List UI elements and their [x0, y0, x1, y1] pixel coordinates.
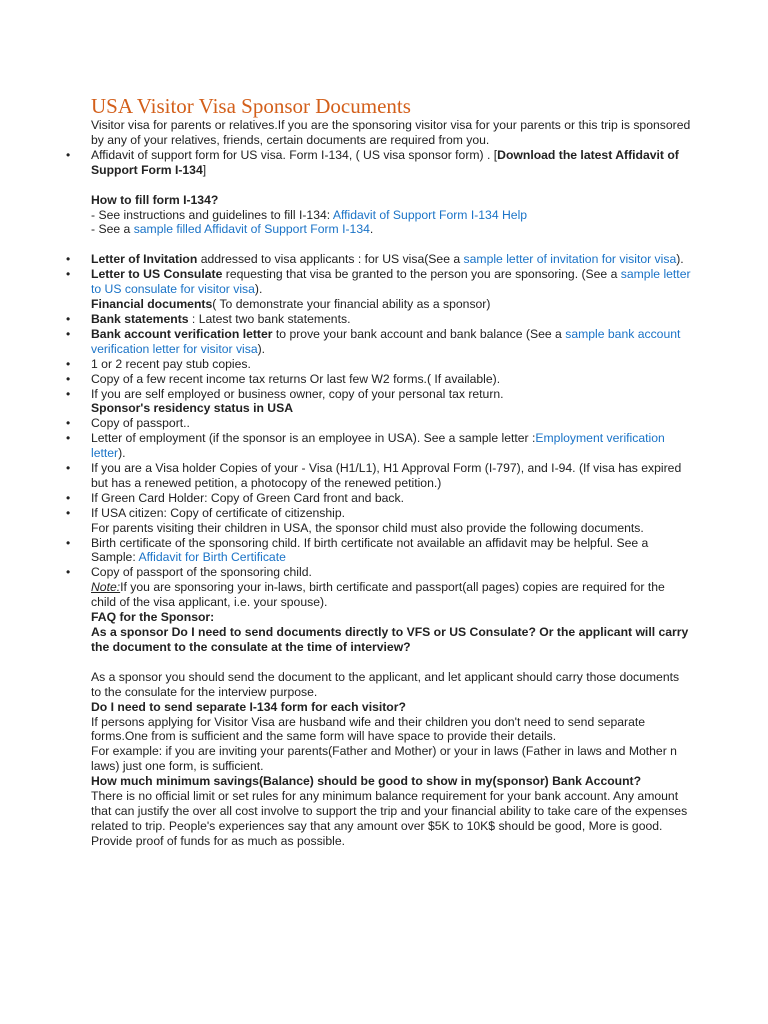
faq-question-1: As a sponsor Do I need to send documents directly to VFS or US Consulate? Or the applicant will carry the document to the consulate at the time of interview? — [91, 625, 689, 654]
list-item-bank-statements: • Bank statements : Latest two bank statements. — [91, 312, 691, 327]
invitation-letter-link[interactable]: sample letter of invitation for visitor visa — [463, 252, 677, 267]
birth-certificate-link[interactable]: Affidavit for Birth Certificate — [138, 550, 286, 565]
employment-letter-link[interactable]: Employment verification letter — [91, 431, 665, 461]
download-affidavit-text: Download the latest Affidavit of Support Form I-134 — [91, 147, 679, 177]
note-paragraph: Note:If you are sponsoring your in-laws, birth certificate and passport(all pages) copies are required for the child of the visa applicant, i.e. your spouse). — [91, 580, 665, 610]
list-item-consulate: • Letter to US Consulate requesting that visa be granted to the person you are sponsoring. (See a sample letter to US consulate for visitor visa). — [91, 267, 691, 297]
bank-verification-link[interactable]: sample bank account verification letter for visitor visa — [91, 326, 681, 356]
faq-question-2: Do I need to send separate I-134 form for each visitor? — [91, 699, 406, 714]
consulate-letter-link[interactable]: sample letter to US consulate for visitor visa — [91, 267, 691, 297]
financial-heading: Financial documents( To demonstrate your financial ability as a sponsor) — [91, 297, 491, 312]
list-item-citizen: • If USA citizen: Copy of certificate of citizenship. — [91, 506, 691, 521]
parents-visiting-text: For parents visiting their children in USA, the sponsor child must also provide the following documents. — [91, 520, 644, 535]
faq-heading: FAQ for the Sponsor: — [91, 610, 215, 625]
fill-heading: How to fill form I-134? — [91, 192, 219, 207]
faq-question-3: How much minimum savings(Balance) should be good to show in my(sponsor) Bank Account? — [91, 774, 642, 789]
list-item-birth-certificate: • Birth certificate of the sponsoring child. If birth certificate not available an affidavit may be helpful. See a Sample: Affidavit for Birth Certificate — [91, 536, 691, 566]
faq-answer-2b: For example: if you are inviting your parents(Father and Mother) or your in laws (Father in laws and Mother n laws) just one form, is sufficient. — [91, 744, 677, 774]
fill-sample-line: - See a sample filled Affidavit of Support Form I-134. — [91, 222, 374, 237]
list-item-green-card: • If Green Card Holder: Copy of Green Card front and back. — [91, 491, 691, 506]
list-item-self-employed: • If you are self employed or business owner, copy of your personal tax return. — [91, 387, 691, 402]
document-page — [91, 94, 691, 849]
faq-answer-2a: If persons applying for Visitor Visa are husband wife and their children you don't need to send separate forms.One from is sufficient and the same form will have space to provide their details. — [91, 714, 646, 744]
list-item-pay-stub: • 1 or 2 recent pay stub copies. — [91, 357, 691, 372]
faq-answer-1: As a sponsor you should send the document to the applicant, and let applicant should carry those documents to the consulate for the interview purpose. — [91, 669, 680, 699]
affidavit-help-link[interactable]: Affidavit of Support Form I-134 Help — [332, 207, 528, 222]
list-item-tax-returns: • Copy of a few recent income tax returns Or last few W2 forms.( If available). — [91, 372, 691, 387]
list-item-passport: • Copy of passport.. — [91, 416, 691, 431]
list-item-affidavit: • Affidavit of support form for US visa. Form I-134, ( US visa sponsor form) . [Download the latest Affidavit of Support Form I-134] — [91, 148, 691, 178]
list-item-passport-child: • Copy of passport of the sponsoring child. — [91, 565, 691, 580]
faq-answer-3: There is no official limit or set rules for any minimum balance requirement for your bank account. Any amount that can justify the over all cost involve to support the trip and your financial ability to take care of the expenses related to trip. People's experiences say that any amount over $5K to 10K$ should be good, More is good. Provide proof of funds for as much as possible. — [91, 789, 688, 848]
intro-paragraph: Visitor visa for parents or relatives.If you are the sponsoring visitor visa for your parents or this trip is sponsored by any of your relatives, friends, certain documents are required from you. — [91, 118, 691, 147]
page-title: USA Visitor Visa Sponsor Documents — [91, 94, 411, 118]
list-item-visa-holder: • If you are a Visa holder Copies of your - Visa (H1/L1), H1 Approval Form (I-797), and I-94. (If visa has expired but has a renewed petition, a photocopy of the renewed petition.) — [91, 461, 691, 491]
fill-instructions-line: - See instructions and guidelines to fill I-134: Affidavit of Support Form I-134 Help — [91, 207, 528, 222]
list-item-invitation: • Letter of Invitation addressed to visa applicants : for US visa(See a sample letter of invitation for visitor visa). — [91, 252, 691, 267]
list-item-employment: • Letter of employment (if the sponsor is an employee in USA). See a sample letter :Employment verification letter). — [91, 431, 691, 461]
residency-heading: Sponsor's residency status in USA — [91, 401, 294, 416]
sample-filled-affidavit-link[interactable]: sample filled Affidavit of Support Form I-134 — [133, 222, 370, 237]
list-item-bank-verification: • Bank account verification letter to prove your bank account and bank balance (See a sample bank account verification letter for visitor visa). — [91, 327, 691, 357]
